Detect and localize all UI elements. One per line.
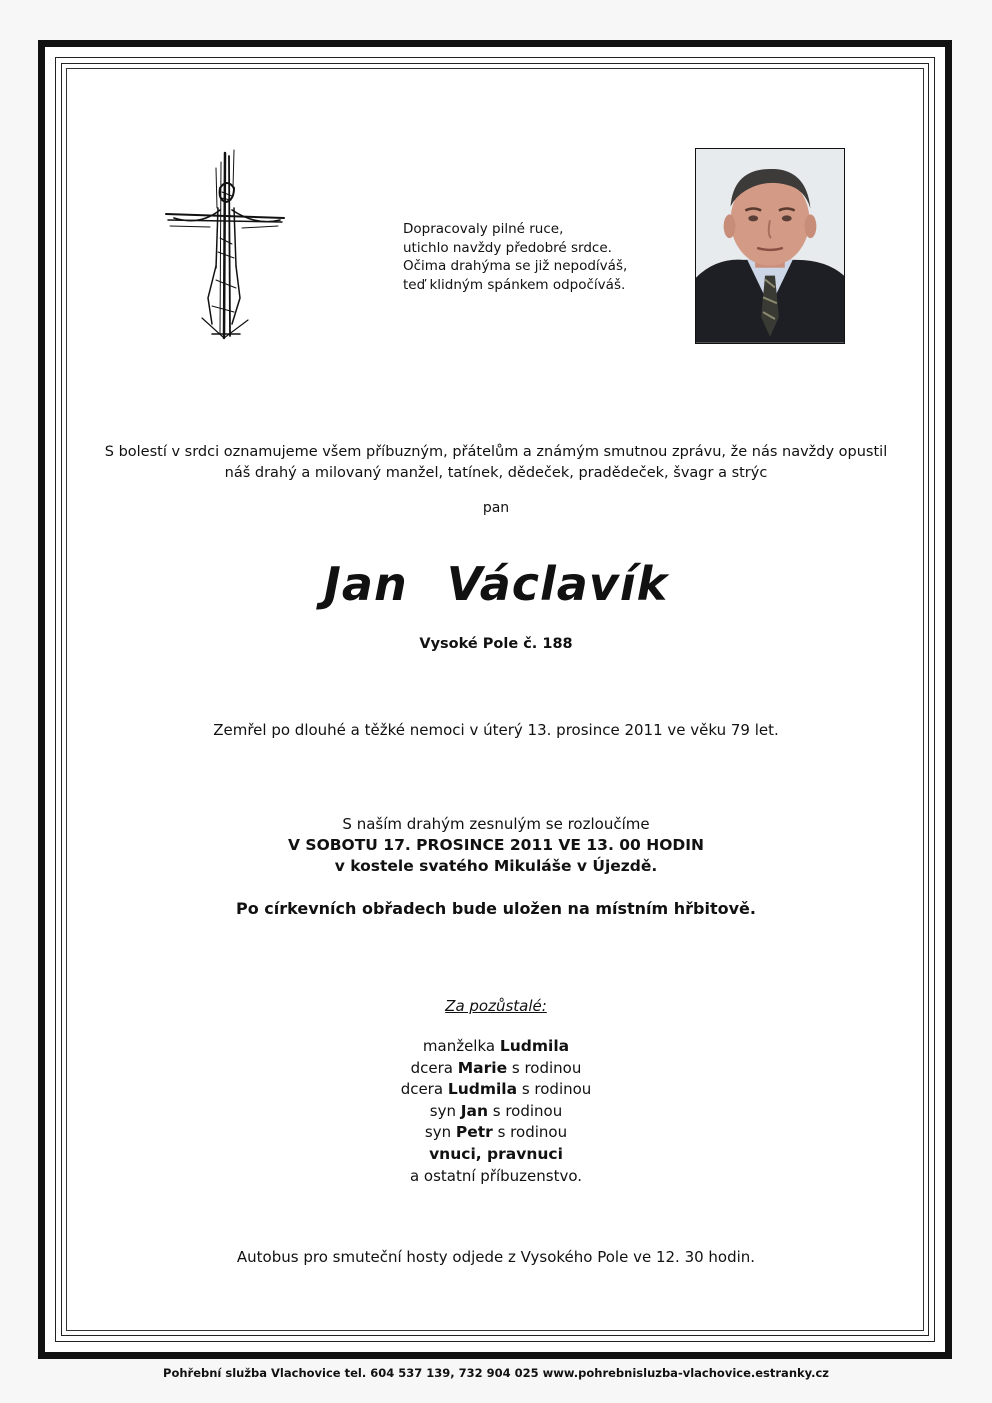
deceased-name [0, 557, 992, 611]
farewell-place: v kostele svatého Mikuláše v Újezdě. [334, 857, 658, 875]
survivor-row [0, 1144, 992, 1166]
death-notice: Zemřel po dlouhé a těžké nemoci v úterý 13. prosince 2011 ve věku 79 let. [213, 721, 779, 739]
survivor-name: vnuci, pravnuci [429, 1144, 563, 1163]
farewell-info [0, 814, 992, 877]
announcement-text [0, 442, 992, 484]
last-name: Václavík [446, 557, 669, 611]
farewell-line: S naším drahým zesnulým se rozloučíme [342, 815, 650, 833]
farewell-date: V SOBOTU 17. PROSINCE 2011 VE 13. 00 HODIN [288, 836, 704, 854]
survivor-row: manželka Ludmila [422, 1037, 570, 1055]
bus-notice: Autobus pro smuteční hosty odjede z Vysokého Pole ve 12. 30 hodin. [236, 1248, 756, 1266]
burial-notice: Po církevních obřadech bude uložen na místním hřbitově. [236, 899, 756, 918]
survivor-row: syn Jan s rodinou [429, 1101, 563, 1120]
memorial-poem [403, 220, 643, 294]
crucifix-icon [160, 148, 290, 340]
survivor-name: Marie [457, 1058, 508, 1077]
deceased-address: Vysoké Pole č. 188 [419, 636, 573, 652]
survivor-row: a ostatní příbuzenstvo. [409, 1166, 583, 1185]
funeral-service-footer: Pohřební služba Vlachovice tel. 604 537 139, 732 904 025 www.pohrebnisluzba-vlachovice.estranky.cz [163, 1366, 829, 1380]
first-name: Jan [323, 557, 408, 611]
announcement-line: S bolestí v srdci oznamujeme všem příbuzným, přátelům a známým smutnou zprávu, že nás navždy opustil [104, 444, 888, 460]
survivor-row: syn Petr s rodinou [424, 1123, 568, 1142]
survivor-name: Petr [455, 1123, 493, 1142]
survivors-list [0, 1036, 992, 1187]
survivor-name: Jan [460, 1101, 488, 1120]
announcement-line: náš drahý a milovaný manžel, tatínek, dědeček, pradědeček, švagr a strýc [224, 465, 768, 481]
poem-line: teď klidným spánkem odpočíváš. [403, 276, 626, 293]
poem-line: Očima drahýma se již nepodíváš, [403, 258, 628, 274]
survivors-title: Za pozůstalé: [445, 997, 547, 1015]
portrait-photo [695, 148, 845, 344]
poem-line: Dopracovaly pilné ruce, [403, 221, 564, 237]
survivor-row: dcera Ludmila s rodinou [400, 1080, 592, 1099]
poem-line: utichlo navždy předobré srdce. [403, 239, 612, 256]
survivor-name: Ludmila [447, 1080, 518, 1099]
honorific: pan [482, 500, 510, 516]
survivor-row: dcera Marie s rodinou [410, 1058, 582, 1077]
survivor-name: Ludmila [499, 1037, 570, 1055]
